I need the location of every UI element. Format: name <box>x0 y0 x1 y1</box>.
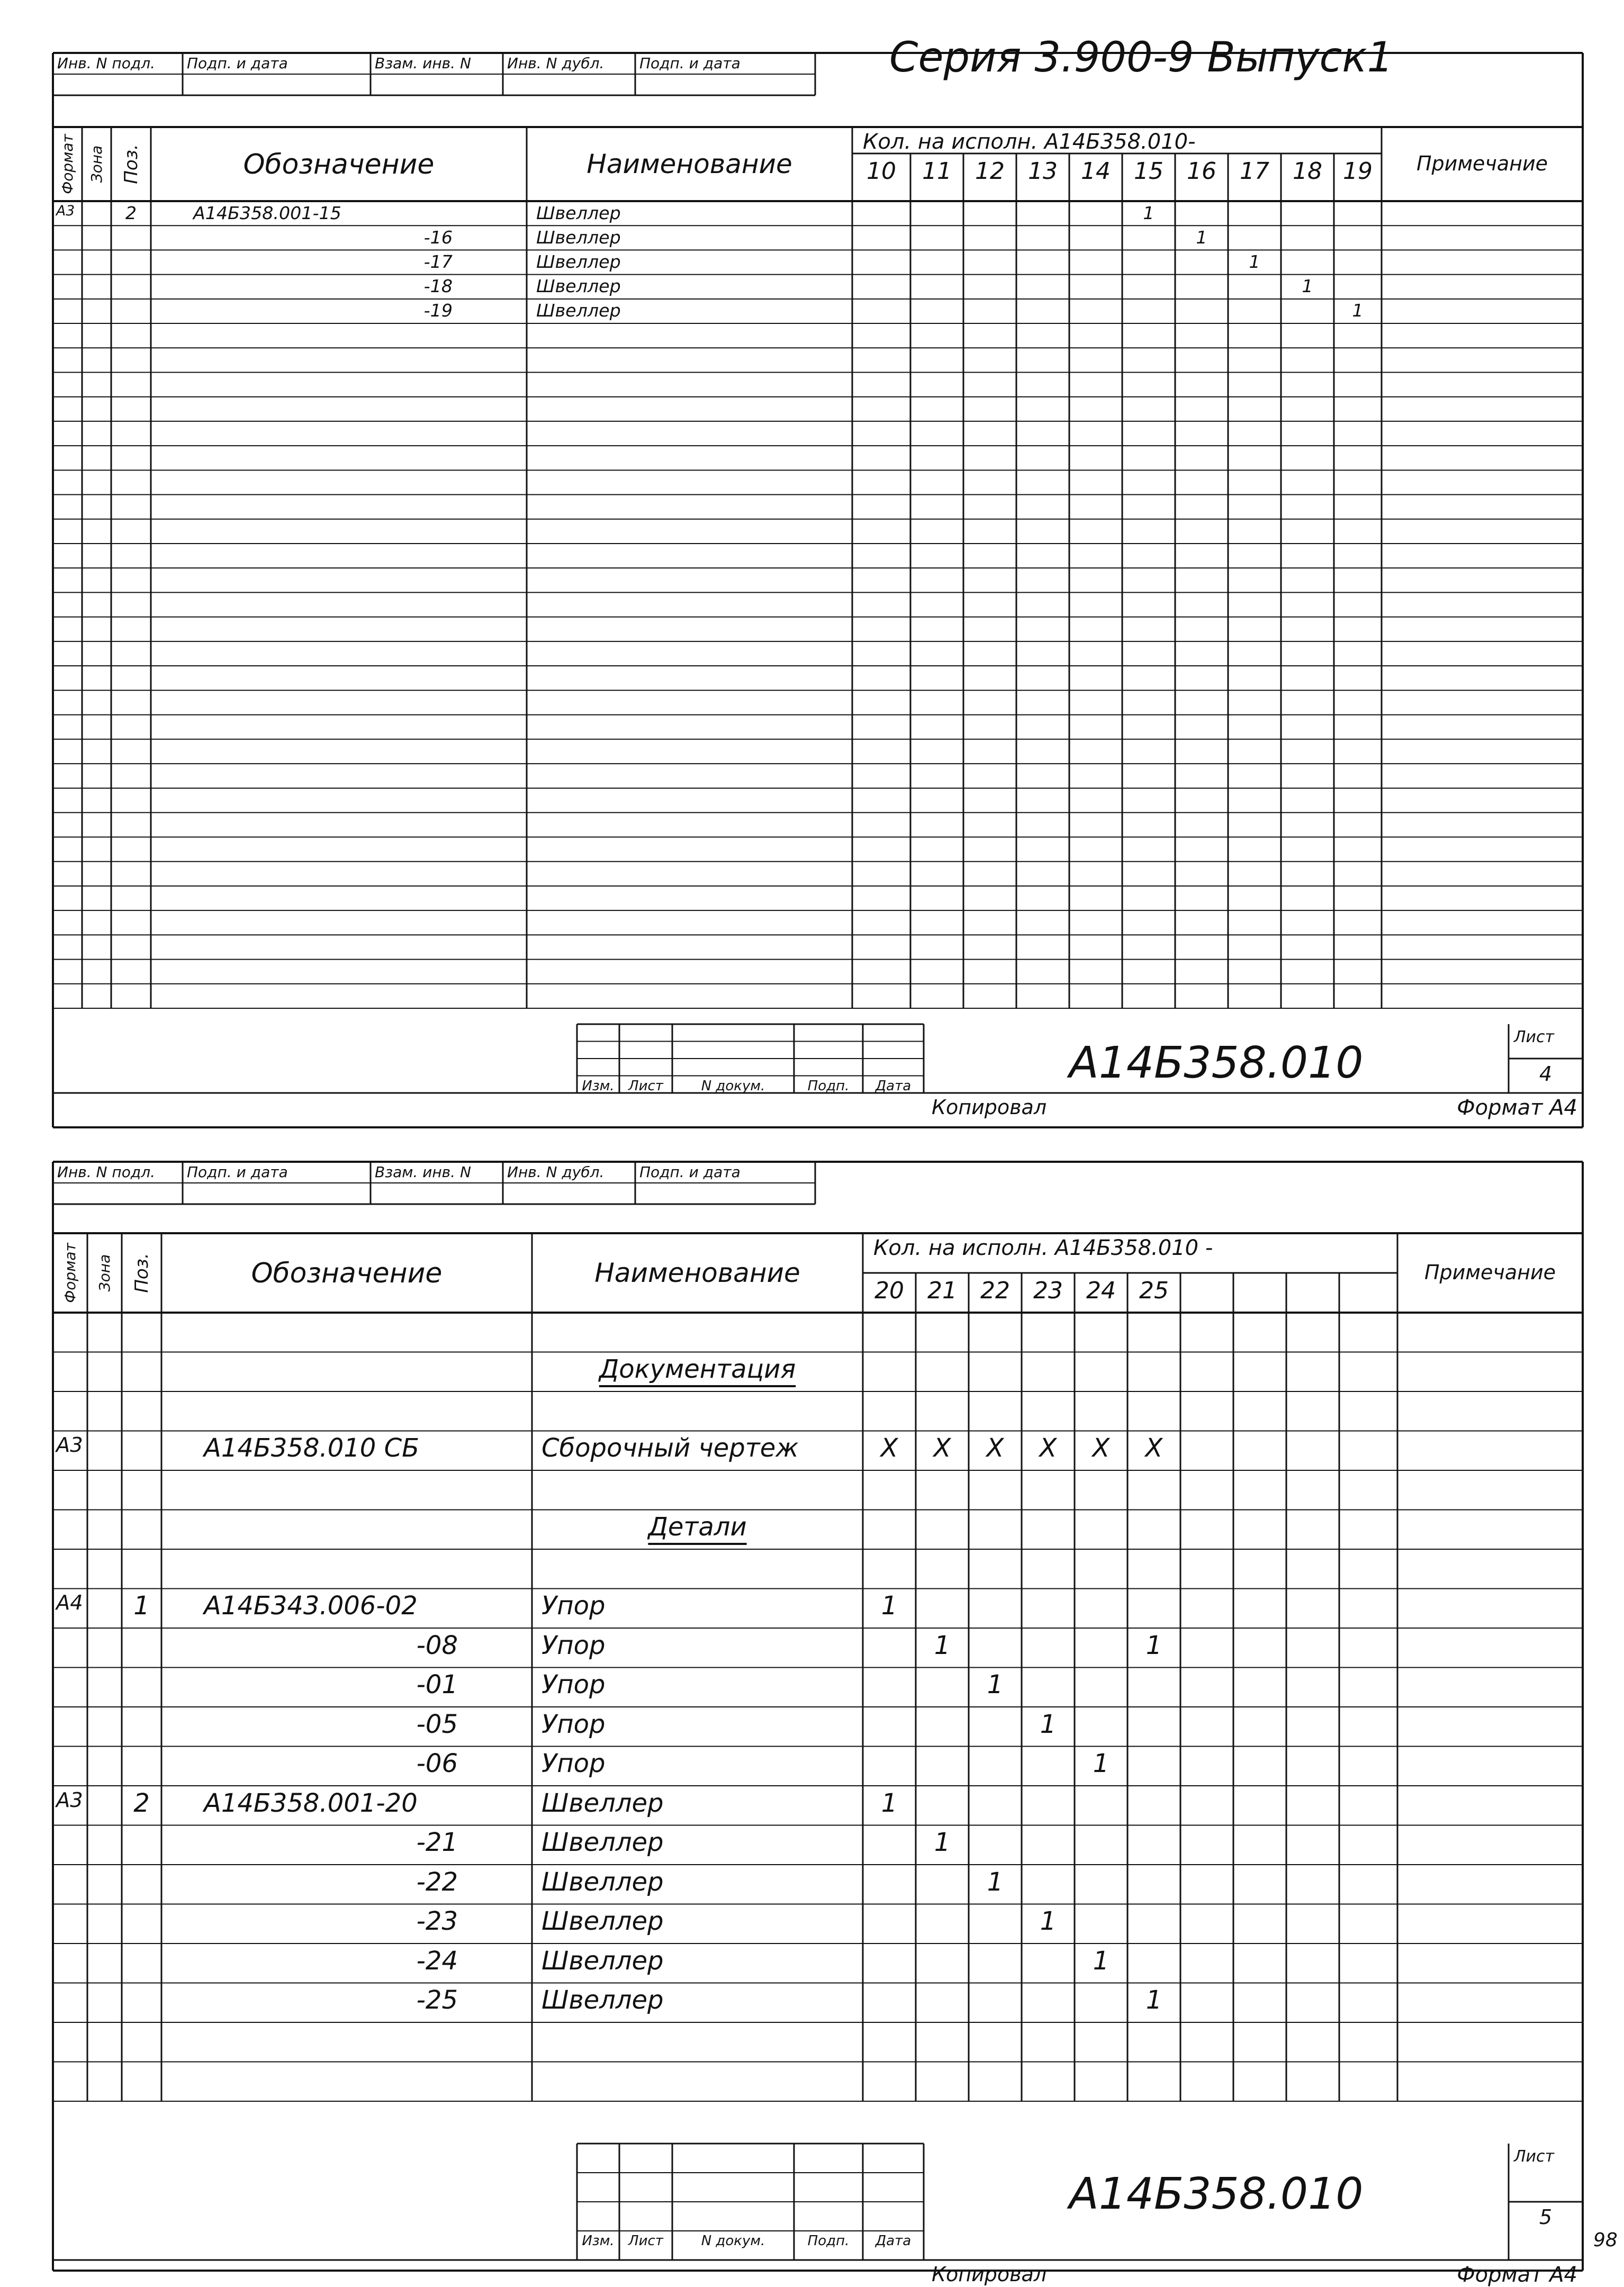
cell-qty: X <box>1145 1433 1163 1463</box>
variant-number: 11 <box>922 158 952 185</box>
format-label: Формат А4 <box>1457 2263 1577 2287</box>
cell-format: А3 <box>56 202 75 219</box>
cell-qty: 1 <box>881 1788 898 1818</box>
variant-number: 21 <box>927 1277 957 1304</box>
sheet-number: 4 <box>1539 1062 1553 1086</box>
cell-name: Упор <box>542 1591 606 1621</box>
variant-number: 20 <box>874 1277 904 1304</box>
variant-number: 12 <box>975 158 1005 185</box>
header-qty-caption: Кол. на исполн. А14Б358.010 - <box>873 1236 1213 1260</box>
titleblock-label: Дата <box>875 2233 912 2249</box>
cell-name: Швеллер <box>542 1788 664 1818</box>
cell-qty: 1 <box>934 1828 951 1858</box>
titleblock-label: Лист <box>628 2233 663 2249</box>
cell-name: Швеллер <box>542 1867 664 1897</box>
cell-designation: А14Б358.001-20 <box>204 1788 418 1818</box>
cell-qty: 1 <box>1196 227 1207 248</box>
cell-qty: 1 <box>1145 1630 1162 1660</box>
cell-designation: -23 <box>416 1906 458 1937</box>
cell-name: Швеллер <box>542 1946 664 1976</box>
header-zone: Зона <box>95 1254 113 1292</box>
cell-qty: 1 <box>881 1591 898 1621</box>
variant-number: 18 <box>1293 158 1322 185</box>
cell-name: Упор <box>542 1749 606 1779</box>
variant-number: 14 <box>1081 158 1111 185</box>
cell-qty: X <box>880 1433 898 1463</box>
cell-format: А3 <box>56 1788 83 1812</box>
titleblock-label: Изм. <box>582 2233 615 2249</box>
cell-name: Упор <box>542 1709 606 1739</box>
cell-designation: А14Б358.001-15 <box>193 202 341 223</box>
stamp-header: Подп. и дата <box>639 1163 741 1181</box>
cell-name: Швеллер <box>536 202 621 223</box>
copied-label: Копировал <box>932 1096 1047 1119</box>
header-zone: Зона <box>87 145 105 183</box>
cell-name: Документация <box>599 1354 796 1385</box>
cell-qty: 1 <box>1249 251 1260 272</box>
stamp-header: Подп. и дата <box>187 55 288 72</box>
cell-qty: 1 <box>934 1630 951 1660</box>
cell-pos: 1 <box>133 1591 150 1621</box>
cell-name: Швеллер <box>542 1906 664 1937</box>
cell-designation: -06 <box>416 1749 458 1779</box>
stamp-header: Взам. инв. N <box>375 55 471 72</box>
titleblock-label: N докум. <box>701 2233 765 2249</box>
cell-designation: А14Б358.010 СБ <box>204 1433 420 1463</box>
titleblock-label: Лист <box>628 1078 663 1094</box>
header-pos: Поз. <box>120 144 142 184</box>
cell-designation: -22 <box>416 1867 458 1897</box>
cell-designation: -21 <box>416 1828 458 1858</box>
doc-number: А14Б358.010 <box>1069 1037 1364 1088</box>
header-designation: Обозначение <box>251 1258 443 1289</box>
titleblock-label: N докум. <box>701 1078 765 1094</box>
variant-number: 17 <box>1240 158 1269 185</box>
cell-name: Швеллер <box>536 251 621 272</box>
cell-qty: 1 <box>1093 1749 1109 1779</box>
variant-number: 19 <box>1343 158 1373 185</box>
cell-designation: -08 <box>416 1630 458 1660</box>
cell-qty: 1 <box>1040 1906 1057 1937</box>
stamp-header: Инв. N подл. <box>57 1163 155 1181</box>
cell-qty: X <box>1039 1433 1057 1463</box>
header-designation: Обозначение <box>243 149 435 180</box>
cell-pos: 2 <box>133 1788 150 1818</box>
header-note: Примечание <box>1424 1261 1556 1284</box>
variant-number: 16 <box>1187 158 1216 185</box>
cell-designation: -16 <box>423 227 453 248</box>
cell-designation: -24 <box>416 1946 458 1976</box>
variant-number: 10 <box>867 158 896 185</box>
titleblock-label: Дата <box>875 1078 912 1094</box>
variant-number: 22 <box>980 1277 1010 1304</box>
variant-number: 15 <box>1134 158 1163 185</box>
cell-name: Швеллер <box>536 227 621 248</box>
variant-number: 23 <box>1033 1277 1063 1304</box>
cell-qty: 1 <box>1143 202 1154 223</box>
stamp-header: Инв. N дубл. <box>507 55 605 72</box>
cell-name: Швеллер <box>536 276 621 297</box>
cell-qty: 1 <box>1040 1709 1057 1739</box>
cell-qty: 1 <box>1093 1946 1109 1976</box>
edge-number: 98 <box>1593 2229 1618 2251</box>
cell-qty: X <box>986 1433 1004 1463</box>
sheet-label: Лист <box>1514 1028 1555 1046</box>
cell-pos: 2 <box>125 202 137 223</box>
cell-name: Детали <box>648 1512 747 1542</box>
header-note: Примечание <box>1416 152 1548 175</box>
cell-qty: 1 <box>1145 1985 1162 2015</box>
cell-name: Упор <box>542 1630 606 1660</box>
cell-format: А4 <box>56 1591 83 1615</box>
cell-designation: -05 <box>416 1709 458 1739</box>
header-qty-caption: Кол. на исполн. А14Б358.010- <box>863 130 1196 154</box>
cell-name: Упор <box>542 1670 606 1700</box>
stamp-header: Взам. инв. N <box>375 1163 471 1181</box>
doc-number: А14Б358.010 <box>1069 2169 1364 2219</box>
titleblock-label: Изм. <box>582 1078 615 1094</box>
cell-name: Сборочный чертеж <box>542 1433 799 1463</box>
stamp-header: Инв. N дубл. <box>507 1163 605 1181</box>
header-pos: Поз. <box>131 1253 152 1293</box>
titleblock-label: Подп. <box>807 1078 850 1094</box>
cell-format: А3 <box>56 1433 83 1458</box>
stamp-header: Подп. и дата <box>187 1163 288 1181</box>
cell-designation: -01 <box>416 1670 458 1700</box>
cell-designation: -25 <box>416 1985 458 2015</box>
header-name: Наименование <box>587 149 792 179</box>
cell-qty: X <box>933 1433 951 1463</box>
cell-designation: -19 <box>423 300 453 321</box>
cell-qty: X <box>1092 1433 1110 1463</box>
stamp-header: Подп. и дата <box>639 55 741 72</box>
cell-designation: А14Б343.006-02 <box>204 1591 418 1621</box>
cell-name: Швеллер <box>542 1985 664 2015</box>
cell-qty: 1 <box>987 1670 1004 1700</box>
cell-name: Швеллер <box>536 300 621 321</box>
header-name: Наименование <box>594 1258 800 1288</box>
header-format: Формат <box>58 134 76 194</box>
cell-designation: -18 <box>423 276 453 297</box>
copied-label: Копировал <box>932 2263 1047 2286</box>
titleblock-label: Подп. <box>807 2233 850 2249</box>
cell-designation: -17 <box>423 251 453 272</box>
series-title: Серия 3.900-9 Выпуск1 <box>889 34 1394 82</box>
cell-qty: 1 <box>1302 276 1313 297</box>
variant-number: 25 <box>1139 1277 1169 1304</box>
format-label: Формат А4 <box>1457 1096 1577 1120</box>
cell-qty: 1 <box>987 1867 1004 1897</box>
variant-number: 24 <box>1086 1277 1116 1304</box>
cell-name: Швеллер <box>542 1828 664 1858</box>
sheet-label: Лист <box>1514 2147 1555 2166</box>
cell-qty: 1 <box>1352 300 1364 321</box>
stamp-header: Инв. N подл. <box>57 55 155 72</box>
header-format: Формат <box>61 1243 79 1303</box>
sheet-number: 5 <box>1539 2205 1553 2229</box>
variant-number: 13 <box>1028 158 1058 185</box>
